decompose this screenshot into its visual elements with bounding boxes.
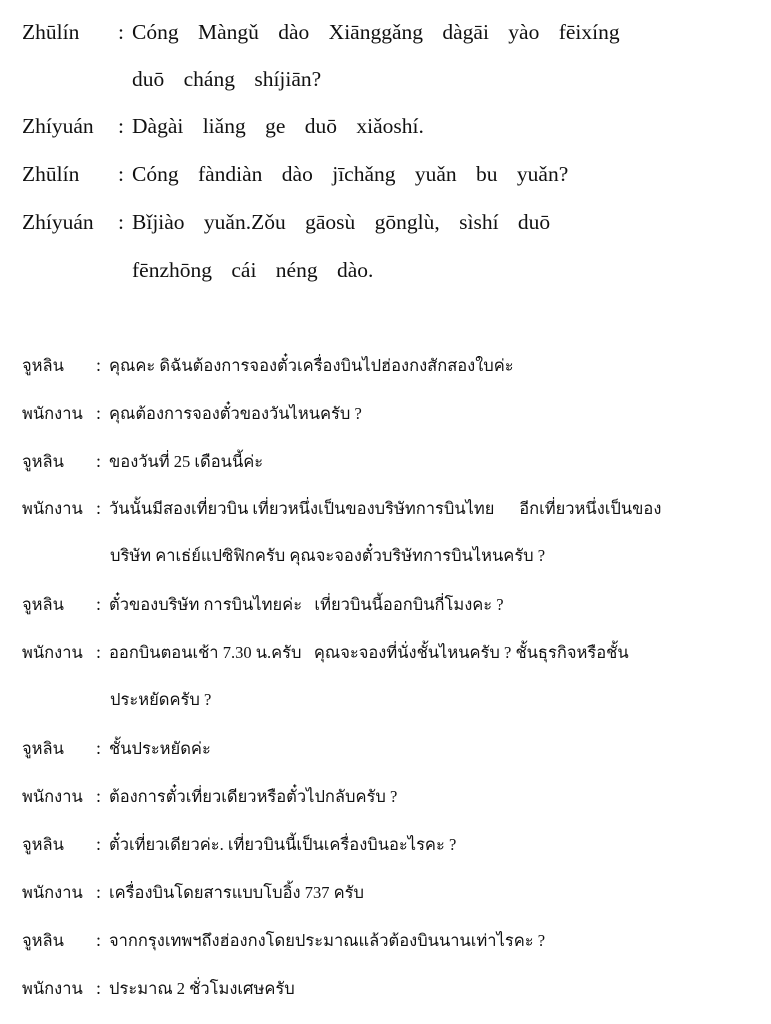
speaker-name: Zhūlín [22, 162, 80, 186]
line-text: วันนั้นมีสองเที่ยวบิน เที่ยวหนึ่งเป็นของบริษัทการบินไทย อีกเที่ยวหนึ่งเป็นของ [109, 499, 662, 518]
colon: : [96, 642, 102, 662]
thai-line [22, 402, 362, 425]
speaker-name: จูหลิน [22, 595, 64, 614]
line-text: ต้องการตั๋วเที่ยวเดียวหรือตั๋วไปกลับครับ ? [109, 787, 398, 806]
line-text: ออกบินตอนเช้า 7.30 น.ครับ คุณจะจองที่นั่งชั้นไหนครับ ? ชั้นธุรกิจหรือชั้น [109, 643, 629, 662]
speaker-name: จูหลิน [22, 739, 64, 758]
thai-line [22, 354, 514, 377]
colon: : [118, 210, 124, 234]
thai-line [22, 977, 295, 1000]
speaker-name: Zhíyuán [22, 114, 94, 138]
colon: : [96, 882, 102, 902]
pinyin-line [22, 113, 424, 139]
line-text: ชั้นประหยัดค่ะ [109, 739, 211, 758]
line-continuation: duō cháng shíjiān? [132, 67, 322, 91]
thai-line [22, 641, 629, 664]
pinyin-line [22, 19, 620, 45]
line-text: Bǐjiào yuǎn.Zǒu gāosù gōnglù, sìshí duō [132, 210, 551, 234]
colon: : [96, 594, 102, 614]
speaker-name: พนักงาน [22, 404, 83, 423]
line-text: ตั๋วเที่ยวเดียวค่ะ. เที่ยวบินนี้เป็นเครื่องบินอะไรคะ ? [109, 835, 457, 854]
colon: : [96, 834, 102, 854]
line-text: ประมาณ 2 ชั่วโมงเศษครับ [109, 979, 295, 998]
line-text: คุณคะ ดิฉันต้องการจองตั๋วเครื่องบินไปฮ่องกงสักสองใบค่ะ [109, 356, 514, 375]
line-text: Dàgài liǎng ge duō xiǎoshí. [132, 114, 424, 138]
line-text: Cóng Màngǔ dào Xiānggǎng dàgāi yào fēixíng [132, 20, 620, 44]
colon: : [96, 498, 102, 518]
speaker-name: Zhíyuán [22, 210, 94, 234]
colon: : [96, 786, 102, 806]
line-text: จากกรุงเทพฯถึงฮ่องกงโดยประมาณแล้วต้องบินนานเท่าไรคะ ? [109, 931, 546, 950]
colon: : [96, 930, 102, 950]
line-text: คุณต้องการจองตั๋วของวันไหนครับ ? [109, 404, 362, 423]
speaker-name: จูหลิน [22, 356, 64, 375]
line-text: Cóng fàndiàn dào jīchǎng yuǎn bu yuǎn? [132, 162, 569, 186]
thai-line [22, 450, 263, 473]
speaker-name: พนักงาน [22, 499, 83, 518]
colon: : [96, 978, 102, 998]
thai-line [22, 497, 661, 520]
pinyin-line [22, 161, 568, 187]
line-text: ของวันที่ 25 เดือนนี้ค่ะ [109, 452, 264, 471]
line-text: ตั๋วของบริษัท การบินไทยค่ะ เที่ยวบินนี้ออกบินกี่โมงคะ ? [109, 595, 504, 614]
line-continuation: fēnzhōng cái néng dào. [132, 258, 374, 282]
speaker-name: พนักงาน [22, 883, 83, 902]
speaker-name: Zhūlín [22, 20, 80, 44]
speaker-name: พนักงาน [22, 787, 83, 806]
speaker-name: พนักงาน [22, 979, 83, 998]
colon: : [118, 114, 124, 138]
colon: : [96, 738, 102, 758]
thai-line [22, 785, 397, 808]
colon: : [96, 403, 102, 423]
speaker-name: จูหลิน [22, 835, 64, 854]
thai-line [22, 593, 504, 616]
line-text: เครื่องบินโดยสารแบบโบอิ้ง 737 ครับ [109, 883, 364, 902]
colon: : [96, 355, 102, 375]
speaker-name: พนักงาน [22, 643, 83, 662]
colon: : [118, 20, 124, 44]
line-continuation: ประหยัดครับ ? [110, 690, 212, 709]
thai-line [22, 929, 545, 952]
speaker-name: จูหลิน [22, 452, 64, 471]
thai-line [22, 833, 456, 856]
colon: : [118, 162, 124, 186]
line-continuation: บริษัท คาเธ่ย์แปซิฟิกครับ คุณจะจองตั๋วบริษัทการบินไหนครับ ? [110, 546, 546, 565]
colon: : [96, 451, 102, 471]
speaker-name: จูหลิน [22, 931, 64, 950]
thai-line [22, 881, 364, 904]
thai-line [22, 737, 211, 760]
pinyin-line [22, 209, 550, 235]
